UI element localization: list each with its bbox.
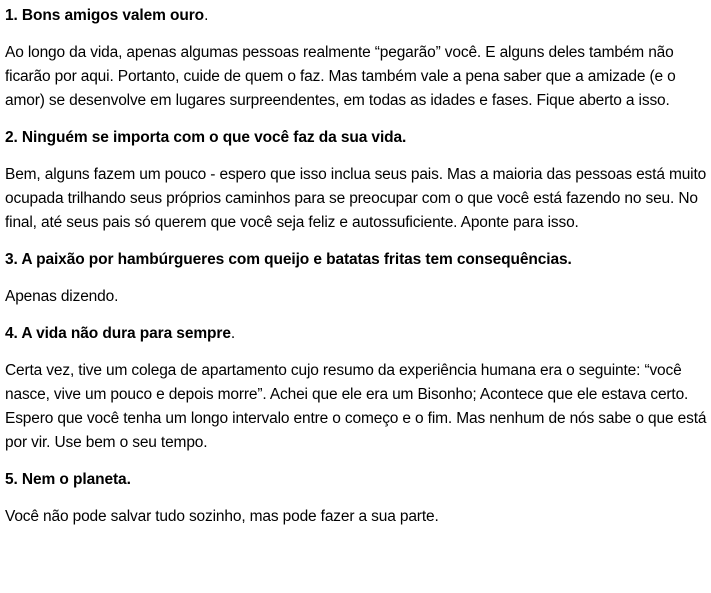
section-heading-5 bbox=[5, 468, 707, 492]
section-heading-4-bold: 4. A vida não dura para sempre bbox=[5, 325, 231, 342]
section-heading-3-bold: 3. A paixão por hambúrgueres com queijo e batatas fritas tem consequências. bbox=[5, 251, 572, 268]
section-heading-1-bold: 1. Bons amigos valem ouro bbox=[5, 7, 205, 24]
section-heading-3 bbox=[5, 248, 707, 272]
section-heading-5-bold: 5. Nem o planeta. bbox=[5, 471, 131, 488]
section-paragraph-4: Certa vez, tive um colega de apartamento cujo resumo da experiência humana era o seguinte: “você nasce, vive um pouco e depois morre”. Achei que ele era um Bisonho; Acontece que ele estava certo. Espero que você tenha um longo intervalo entre o começo e o fim. Mas nenhum de nós sabe o que está por vir. Use bem o seu tempo. bbox=[5, 362, 707, 451]
section-heading-2 bbox=[5, 126, 707, 150]
document-body bbox=[5, 4, 707, 542]
section-paragraph-1: Ao longo da vida, apenas algumas pessoas realmente “pegarão” você. E alguns deles também não ficarão por aqui. Portanto, cuide de quem o faz. Mas também vale a pena saber que a amizade (e o amor) se desenvolve em lugares surpreendentes, em todas as idades e fases. Fique aberto a isso. bbox=[5, 44, 676, 109]
section-heading-1 bbox=[5, 4, 707, 28]
section-heading-4 bbox=[5, 322, 707, 346]
section-heading-1-tail: . bbox=[204, 7, 209, 24]
section-heading-4-tail: . bbox=[230, 325, 236, 342]
section-paragraph-5: Você não pode salvar tudo sozinho, mas pode fazer a sua parte. bbox=[5, 508, 439, 525]
section-heading-2-bold: 2. Ninguém se importa com o que você faz da sua vida. bbox=[5, 129, 407, 146]
section-paragraph-2: Bem, alguns fazem um pouco - espero que isso inclua seus pais. Mas a maioria das pessoas está muito ocupada trilhando seus próprios caminhos para se preocupar com o que você está fazendo no seu. No final, até seus pais só querem que você seja feliz e autossuficiente. Aponte para isso. bbox=[5, 166, 707, 231]
section-paragraph-3: Apenas dizendo. bbox=[5, 288, 119, 305]
